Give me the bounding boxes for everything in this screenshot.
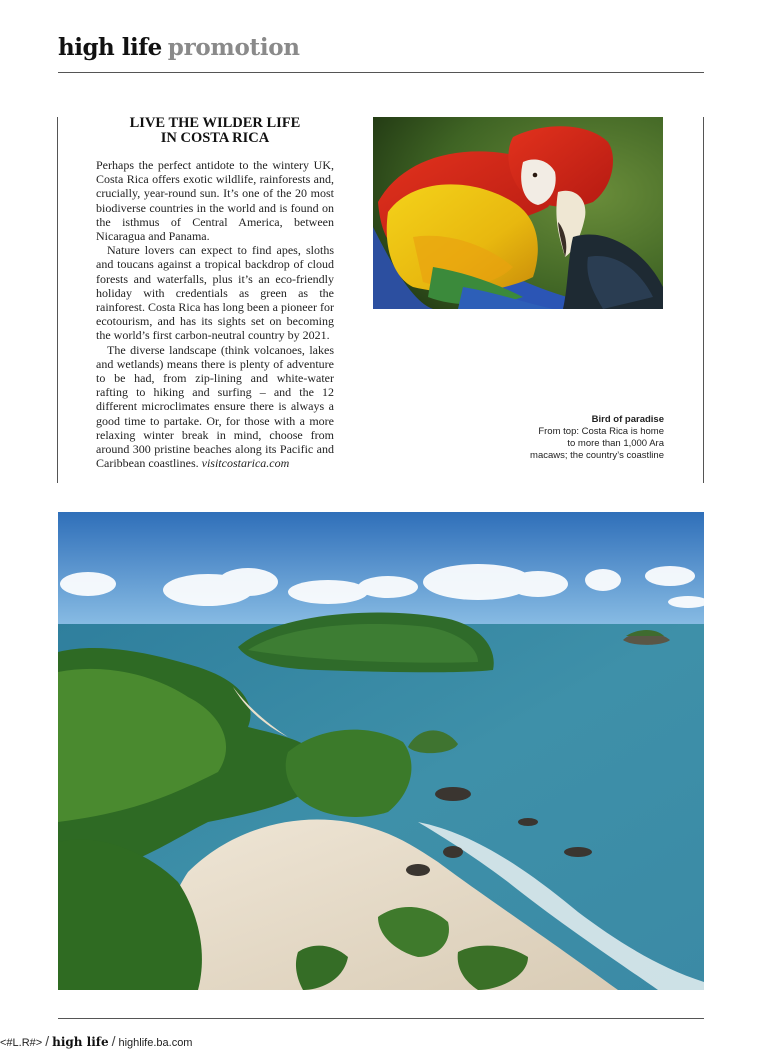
paragraph-3-text: The diverse landscape (think volcanoes, lakes and wetlands) means there is plenty of adventure to be had, from zip-lining and white-water rafting to hiking and surfing – and the 12 different microclimates ensure there is always a good time to partake. Or, for those with a more relaxing winter break in mind, choose from around 300 pristine beaches along its Pacific and Caribbean coastlines.: [96, 342, 334, 471]
article-title-line-2: IN COSTA RICA: [160, 130, 270, 146]
paragraph-2: Nature lovers can expect to find apes, sloths and toucans against a tropical backdrop of cloud forests and waterfalls, plus it’s an eco-friendly holiday with credentials as green as the rainforest. Costa Rica has long been a pioneer for ecotourism, and has its sights set on becoming the world’s first carbon-neutral country by 2021.: [96, 243, 334, 343]
magazine-brand: high life: [58, 34, 162, 61]
coastline-photo: [58, 512, 704, 990]
left-column-rule: [57, 117, 58, 483]
right-column-rule: [703, 117, 704, 483]
paragraph-3: [96, 343, 334, 471]
article-title-line-1: LIVE THE WILDER LIFE: [129, 115, 301, 131]
footer-divider: /: [45, 1033, 50, 1049]
footer-divider-2: /: [111, 1033, 116, 1049]
footer-rule: [58, 1018, 704, 1019]
macaw-photo: [373, 117, 663, 309]
section-label: promotion: [167, 34, 300, 61]
caption-text: From top: Costa Rica is home to more than 1,000 Ara macaws; the country’s coastline: [530, 426, 664, 461]
macaw-illustration: [373, 117, 663, 309]
page-header: [58, 34, 300, 64]
header-rule: [58, 72, 704, 73]
paragraph-1: Perhaps the perfect antidote to the wintery UK, Costa Rica offers exotic wildlife, rainforests and, crucially, year-round sun. It’s one of the 20 most biodiverse countries in the world and is found on the isthmus of Central America, between Nicaragua and Panama.: [96, 158, 334, 244]
footer-website[interactable]: highlife.ba.com: [118, 1037, 193, 1049]
article-body: [96, 158, 334, 470]
page-footer: [0, 1033, 192, 1049]
footer-brand: high life: [52, 1035, 109, 1049]
caption-title: Bird of paradise: [591, 414, 664, 425]
coastline-illustration: [58, 512, 704, 990]
article-title: [96, 116, 334, 146]
website-link[interactable]: visitcostarica.com: [201, 456, 290, 471]
photo-caption: [530, 414, 664, 462]
page-folio: <#L.R#>: [0, 1037, 43, 1049]
